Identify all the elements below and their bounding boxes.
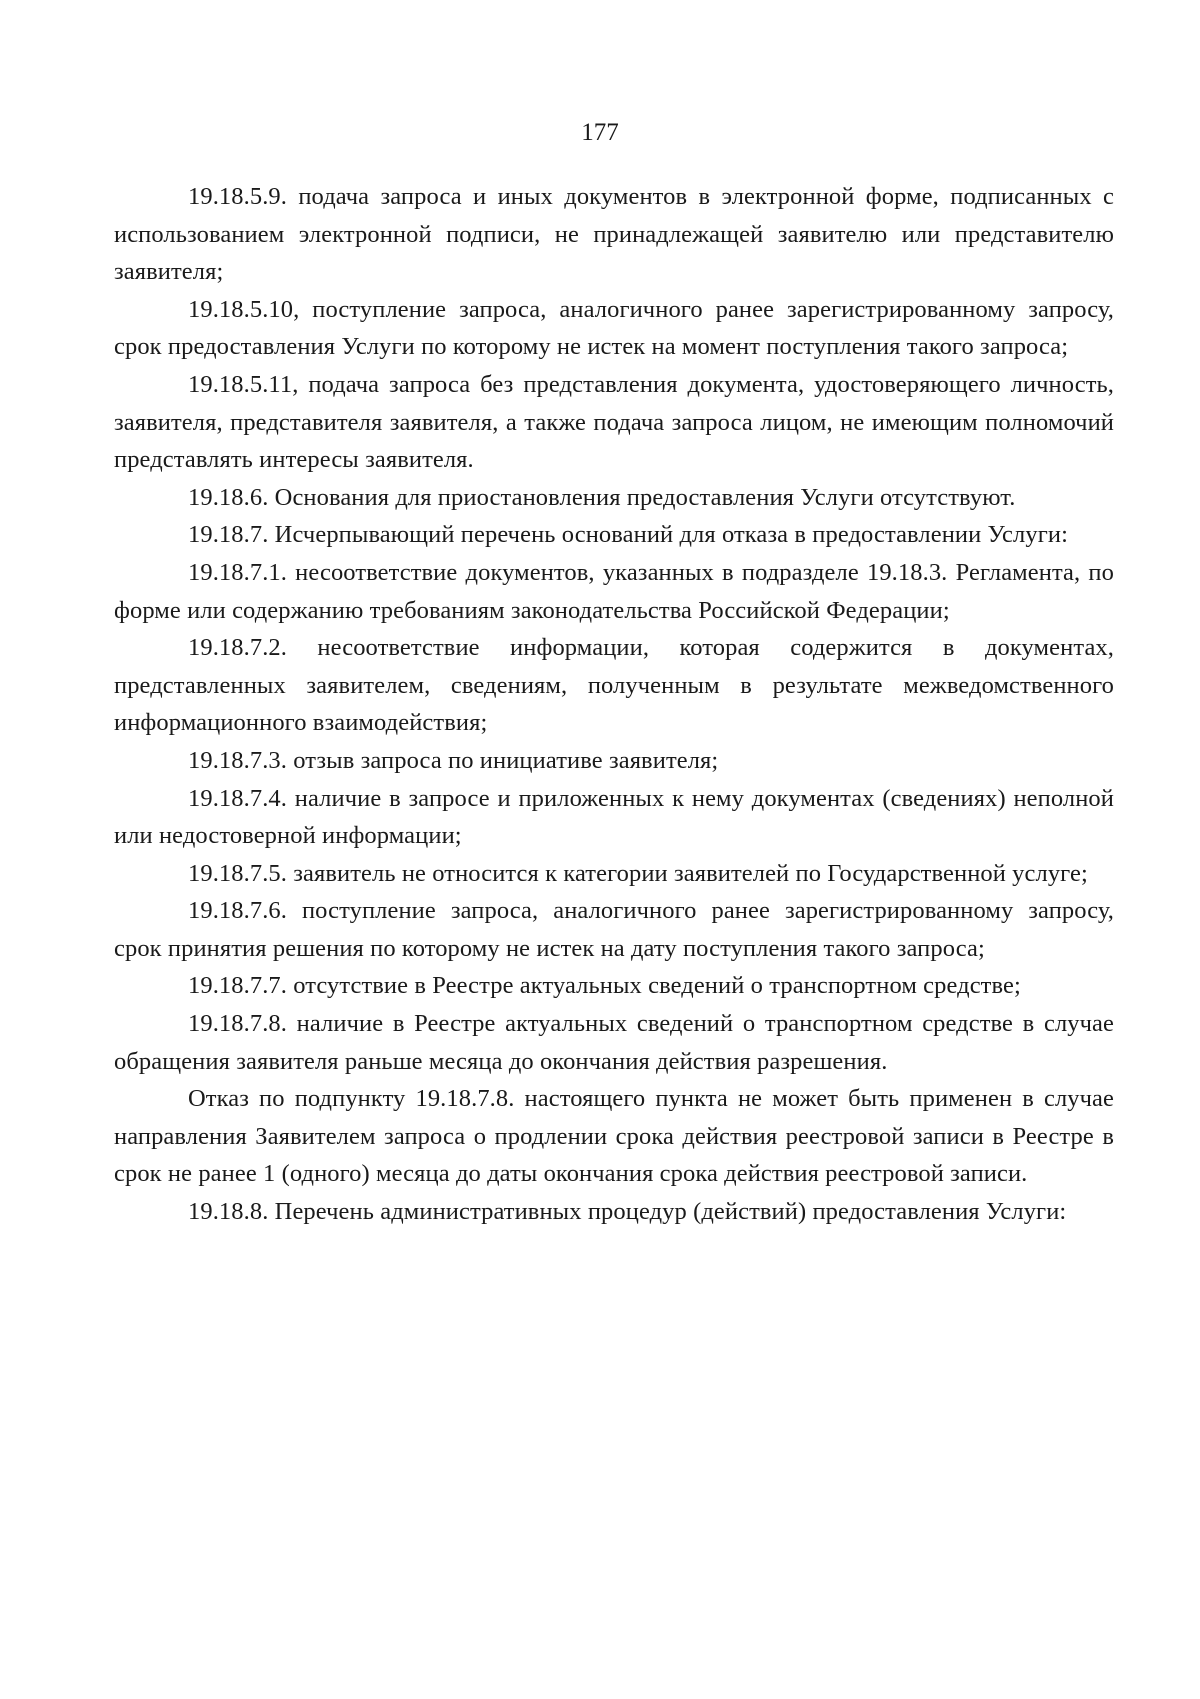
- paragraph: 19.18.8. Перечень административных процедур (действий) предоставления Услуги:: [188, 1198, 1067, 1226]
- paragraph: 19.18.7.7. отсутствие в Реестре актуальных сведений о транспортном средстве;: [188, 972, 1021, 1000]
- paragraph: 19.18.7. Исчерпывающий перечень оснований для отказа в предоставлении Услуги:: [188, 521, 1068, 549]
- paragraph: 19.18.5.10, поступление запроса, аналогичного ранее зарегистрированному запросу, срок предоставления Услуги по которому не истек на момент поступления такого запроса;: [114, 295, 1114, 361]
- paragraph: 19.18.7.1. несоответствие документов, указанных в подразделе 19.18.3. Регламента, по форме или содержанию требованиям законодательства Российской Федерации;: [114, 558, 1114, 624]
- paragraph: 19.18.7.2. несоответствие информации, которая содержится в документах, представленных заявителем, сведениям, полученным в результате межведомственного информационного взаимодействия;: [114, 634, 1114, 737]
- paragraph: Отказ по подпункту 19.18.7.8. настоящего пункта не может быть применен в случае направления Заявителем запроса о продлении срока действия реестровой записи в Реестре в срок не ранее 1 (одного) месяца до даты окончания срока действия реестровой записи.: [114, 1085, 1114, 1188]
- paragraph: 19.18.7.3. отзыв запроса по инициативе заявителя;: [188, 746, 719, 774]
- document-body: [114, 178, 1114, 1231]
- paragraph: 19.18.7.4. наличие в запросе и приложенных к нему документах (сведениях) неполной или недостоверной информации;: [114, 784, 1114, 850]
- paragraph: 19.18.5.11, подача запроса без представления документа, удостоверяющего личность, заявителя, представителя заявителя, а также подача запроса лицом, не имеющим полномочий представлять интересы заявителя.: [114, 370, 1114, 474]
- paragraph: 19.18.7.8. наличие в Реестре актуальных сведений о транспортном средстве в случае обращения заявителя раньше месяца до окончания действия разрешения.: [114, 1010, 1114, 1075]
- page-number: 177: [581, 119, 619, 146]
- paragraph: 19.18.7.5. заявитель не относится к категории заявителей по Государственной услуге;: [188, 859, 1088, 887]
- paragraph: 19.18.7.6. поступление запроса, аналогичного ранее зарегистрированному запросу, срок принятия решения по которому не истек на дату поступления такого запроса;: [114, 897, 1114, 962]
- paragraph: 19.18.5.9. подача запроса и иных документов в электронной форме, подписанных с использованием электронной подписи, не принадлежащей заявителю или представителю заявителя;: [114, 183, 1114, 286]
- paragraph: 19.18.6. Основания для приостановления предоставления Услуги отсутствуют.: [188, 483, 1016, 511]
